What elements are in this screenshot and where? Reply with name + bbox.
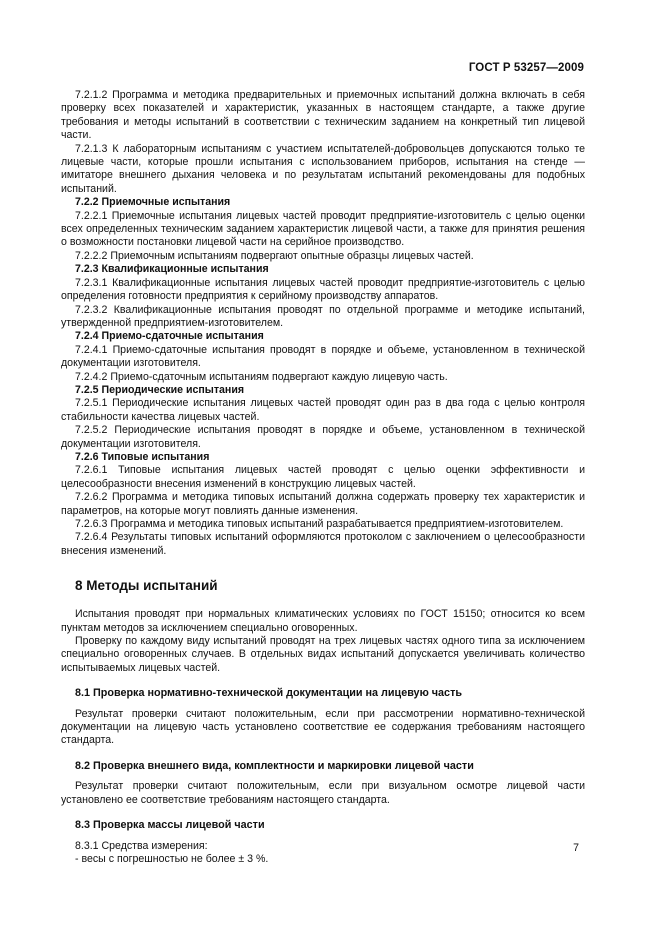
section-heading: 8.1 Проверка нормативно-технической документации на лицевую часть xyxy=(75,687,462,700)
paragraph: 7.2.2.2 Приемочным испытаниям подвергают опытные образцы лицевых частей. xyxy=(75,249,474,262)
paragraph: - весы с погрешностью не более ± 3 %. xyxy=(75,852,269,865)
subsection-heading: 7.2.5 Периодические испытания xyxy=(75,383,245,396)
subsection-heading: 7.2.2 Приемочные испытания xyxy=(75,196,231,209)
section-heading: 8.2 Проверка внешнего вида, комплектности и маркировки лицевой части xyxy=(75,759,474,772)
paragraph: 7.2.4.2 Приемо-сдаточным испытаниям подвергают каждую лицевую часть. xyxy=(75,370,448,383)
chapter-heading: 8 Методы испытаний xyxy=(75,578,218,594)
paragraph: 7.2.2.1 Приемочные испытания лицевых частей проводит предприятие-изготовитель с целью оценки всех определенных техническим заданием характеристик лицевой части, а также для принятия решения о возможности постановки лицевой части на серийное производство. xyxy=(61,209,585,249)
paragraph: 7.2.6.1 Типовые испытания лицевых частей проводят с целью оценки эффективности и целесообразности внесения изменений в конструкцию лицевых частей. xyxy=(61,464,585,490)
paragraph: Результат проверки считают положительным, если при визуальном осмотре лицевой части установлено ее соответствие требованиям настоящего стандарта. xyxy=(61,780,585,806)
paragraph: 7.2.1.2 Программа и методика предварительных и приемочных испытаний должна включать в себя проверку всех показателей и характеристик, указанных в настоящем стандарте, а также другие требования и методы испытаний в соответствии с техническим заданием на конкретный тип лицевой части. xyxy=(61,89,585,142)
paragraph: 7.2.4.1 Приемо-сдаточные испытания проводят в порядке и объеме, установленном в технической документации изготовителя. xyxy=(61,343,585,370)
subsection-heading: 7.2.6 Типовые испытания xyxy=(75,450,210,463)
paragraph: 7.2.3.1 Квалификационные испытания лицевых частей проводит предприятие-изготовитель с целью определения готовности предприятия к серийному производству аппаратов. xyxy=(61,276,585,303)
document-body xyxy=(61,89,585,866)
paragraph: 7.2.3.2 Квалификационные испытания проводят по отдельной программе и методике испытаний, утвержденной предприятием-изготовителем. xyxy=(61,303,585,329)
document-header: ГОСТ Р 53257—2009 xyxy=(468,62,584,74)
section-heading: 8.3 Проверка массы лицевой части xyxy=(75,819,265,832)
subsection-heading: 7.2.4 Приемо-сдаточные испытания xyxy=(75,330,264,343)
subsection-heading: 7.2.3 Квалификационные испытания xyxy=(75,263,269,276)
paragraph: 7.2.5.2 Периодические испытания проводят в порядке и объеме, установленном в технической документации изготовителя. xyxy=(61,424,585,450)
paragraph: 8.3.1 Средства измерения: xyxy=(75,839,208,852)
paragraph: Проверку по каждому виду испытаний проводят на трех лицевых частях одного типа за исключением специально оговоренных случаев. В отдельных видах испытаний допускается увеличивать количество испытываемых лицевых частей. xyxy=(61,635,585,674)
page-number: 7 xyxy=(573,842,579,854)
paragraph: Испытания проводят при нормальных климатических условиях по ГОСТ 15150; относится ко всем пунктам методов за исключением специально оговоренных. xyxy=(61,608,585,634)
paragraph: 7.2.6.4 Результаты типовых испытаний оформляются протоколом с заключением о целесообразности внесения изменений. xyxy=(61,531,585,557)
paragraph: 7.2.1.3 К лабораторным испытаниям с участием испытателей-добровольцев допускаются только те лицевые части, которые прошли испытания с использованием приборов, испытания на стенде — имитаторе внешнего дыхания человека и по результатам испытаний рекомендованы для подобных испытаний. xyxy=(61,142,585,195)
paragraph: 7.2.5.1 Периодические испытания лицевых частей проводят один раз в два года с целью контроля стабильности качества лицевых частей. xyxy=(61,397,585,423)
paragraph: 7.2.6.3 Программа и методика типовых испытаний разрабатывается предприятием-изготовителем. xyxy=(75,518,564,530)
paragraph: 7.2.6.2 Программа и методика типовых испытаний должна содержать проверку тех характеристик и параметров, на которые могут повлиять данные изменения. xyxy=(61,491,585,517)
paragraph: Результат проверки считают положительным, если при рассмотрении нормативно-технической документации на лицевую часть установлено соответствие ее содержания требованиям настоящего стандарта. xyxy=(61,707,585,747)
